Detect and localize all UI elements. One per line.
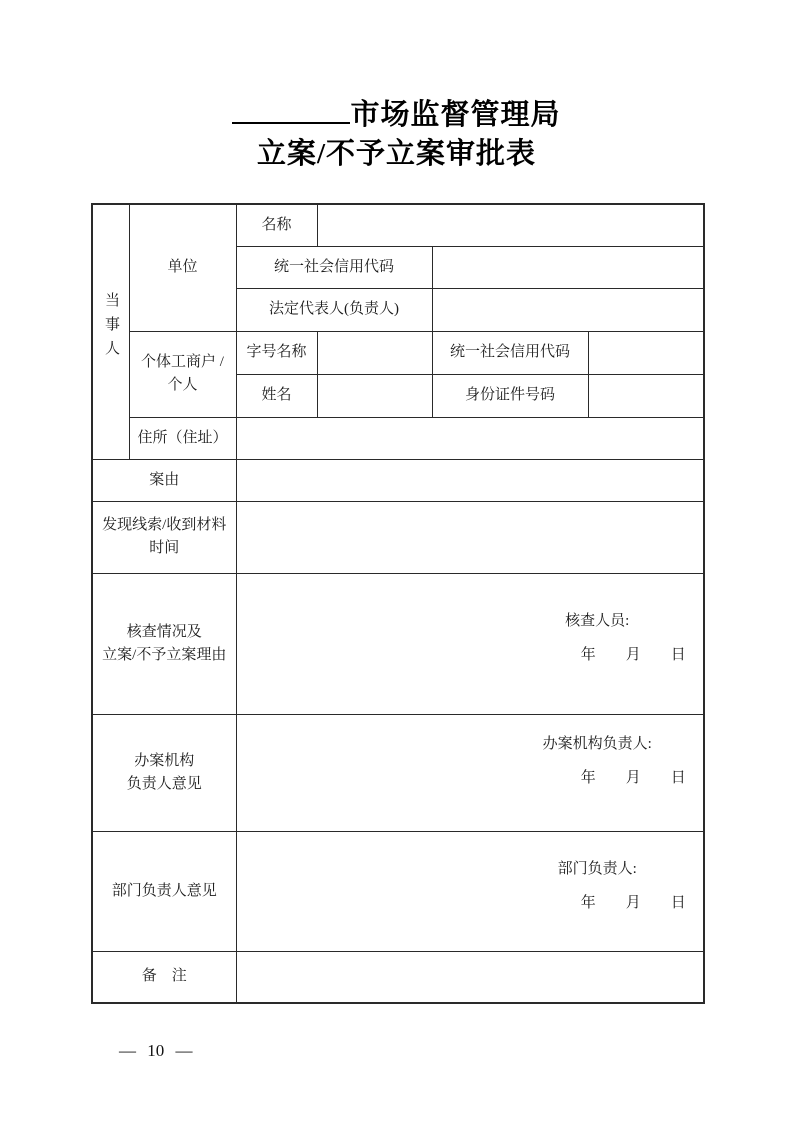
- verifier-signature-label: 核查人员:: [565, 613, 630, 629]
- agency-opinion-area[interactable]: [236, 714, 704, 831]
- agency-head-signature-label: 办案机构负责人:: [542, 736, 652, 752]
- title-org-name: 市场监督管理局: [350, 99, 561, 131]
- individual-credit-code-input[interactable]: [588, 331, 704, 374]
- party-label-cell: [92, 204, 129, 459]
- individual-label: 个体工商户 / 个人: [129, 331, 236, 417]
- clue-time-label: 发现线索/收到材料 时间: [92, 501, 236, 573]
- party-label: 当事人: [103, 291, 119, 364]
- remarks-input[interactable]: [236, 951, 704, 1003]
- verification-date-line: 年 月 日: [580, 647, 686, 663]
- id-number-input[interactable]: [588, 374, 704, 417]
- person-name-input[interactable]: [317, 374, 432, 417]
- department-opinion-label: 部门负责人意见: [92, 831, 236, 951]
- page-number: — 10 —: [119, 1041, 193, 1060]
- agency-date-line: 年 月 日: [580, 770, 686, 786]
- verification-content-area[interactable]: [236, 573, 704, 714]
- cause-input[interactable]: [236, 459, 704, 501]
- address-input[interactable]: [236, 417, 704, 459]
- address-label: 住所（住址）: [129, 417, 236, 459]
- department-opinion-area[interactable]: [236, 831, 704, 951]
- id-number-label: 身份证件号码: [432, 374, 588, 417]
- cause-label: 案由: [92, 459, 236, 501]
- agency-opinion-label: 办案机构 负责人意见: [92, 714, 236, 831]
- approval-form-table: [91, 203, 705, 1004]
- title-blank-underline[interactable]: [232, 122, 350, 124]
- unit-name-label: 名称: [236, 204, 317, 246]
- clue-time-input[interactable]: [236, 501, 704, 573]
- title-org-line: [0, 96, 793, 135]
- shop-name-label: 字号名称: [236, 331, 317, 374]
- department-head-signature-label: 部门负责人:: [557, 860, 637, 877]
- unit-name-input[interactable]: [317, 204, 704, 246]
- unit-credit-code-label: 统一社会信用代码: [236, 246, 432, 288]
- document-title: [0, 96, 793, 174]
- shop-name-input[interactable]: [317, 331, 432, 374]
- person-name-label: 姓名: [236, 374, 317, 417]
- verification-label: 核查情况及 立案/不予立案理由: [92, 573, 236, 714]
- remarks-label: 备 注: [92, 951, 236, 1003]
- unit-legal-rep-label: 法定代表人(负责人): [236, 288, 432, 331]
- individual-credit-code-label: 统一社会信用代码: [432, 331, 588, 374]
- unit-credit-code-input[interactable]: [432, 246, 704, 288]
- unit-legal-rep-input[interactable]: [432, 288, 704, 331]
- unit-label: 单位: [129, 204, 236, 331]
- title-form-name: 立案/不予立案审批表: [256, 138, 537, 170]
- department-date-line: 年 月 日: [580, 894, 686, 911]
